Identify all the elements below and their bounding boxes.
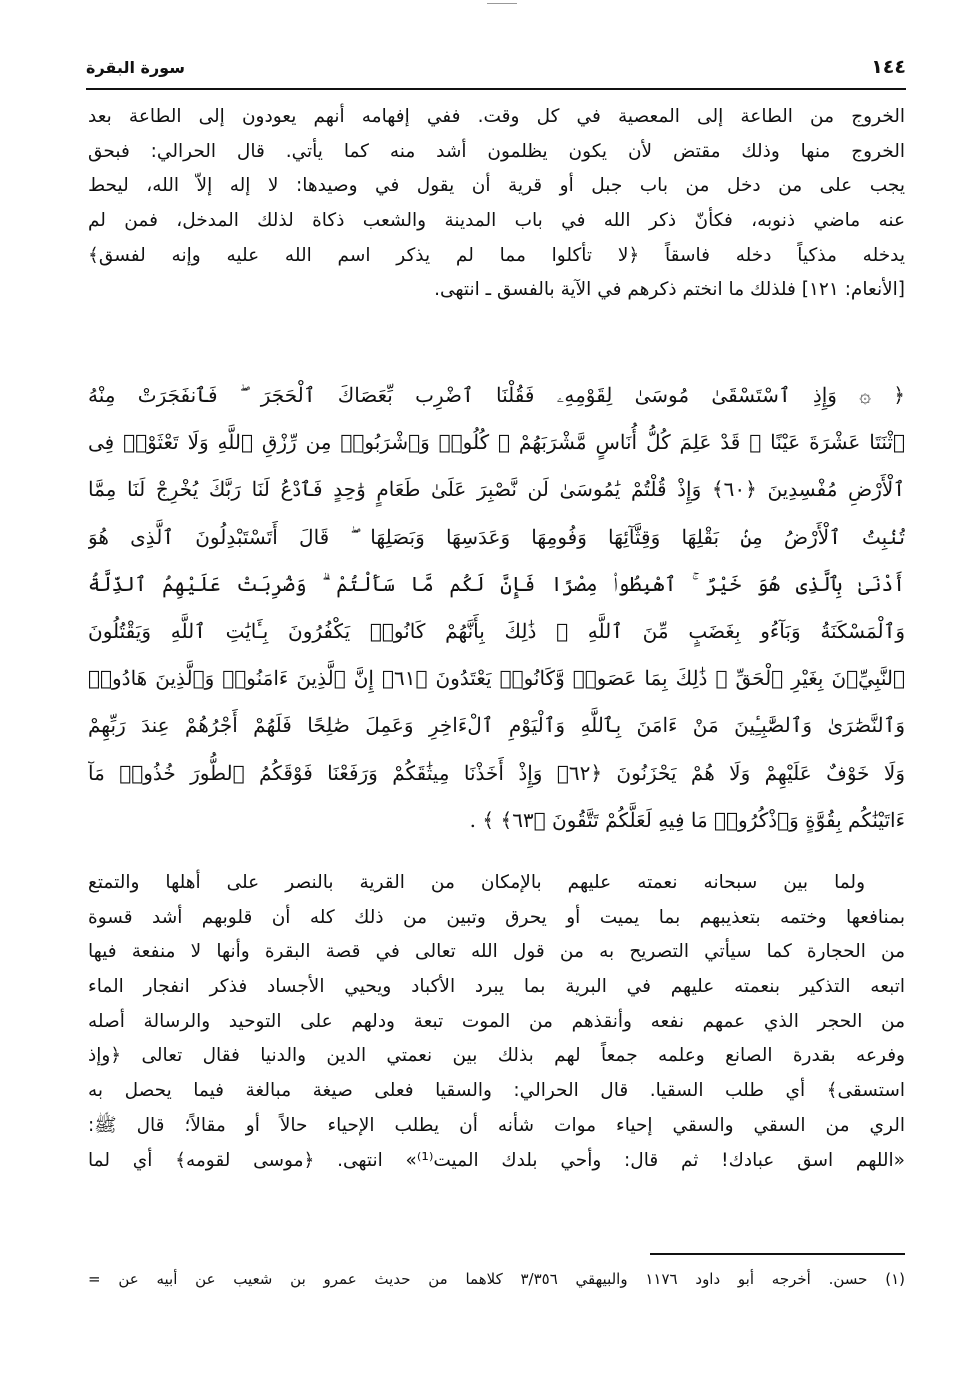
paragraph-2 xyxy=(88,866,905,1178)
quran-verses xyxy=(88,372,905,844)
text-line: الخروج من الطاعة إلى المعصية في كل وقت. ففي إفهامه أنهم يعودون إلى الطاعة بعد xyxy=(88,106,905,127)
text-line: من الحجر الذي عمهم نفعه وأنقذهم من الموت تبعة ودلهم على التوحيد والرسالة أصله xyxy=(88,1010,905,1032)
surah-title: سورة البقرة xyxy=(86,58,185,77)
text-line: استسقى﴾ أي طلب السقيا. قال الحرالي: والسقيا فعلى صيغة مبالغة فيما يحصل به xyxy=(88,1080,905,1102)
verse-line: ﴿ ۞ وَإِذِ ٱسْتَسْقَىٰ مُوسَىٰ لِقَوْمِهِۦ فَقُلْنَا ٱضْرِب بِّعَصَاكَ ٱلْحَجَرَ ۖ فَٱنفَجَرَتْ مِنْهُ xyxy=(88,383,905,407)
text-line: من الحجارة كما سيأتي التصريح به من قول الله تعالى في قصة البقرة وأنها لا منفعة فيها xyxy=(88,941,905,963)
verse-line: وَلَا خَوْفٌ عَلَيْهِمْ وَلَا هُمْ يَحْزَنُونَ ﴿٦٢﴾ وَإِذْ أَخَذْنَا مِيثَٰقَكُمْ وَرَفَعْنَا فَوْقَكُمُ ٱلطُّورَ خُذُوا۟ مَآ xyxy=(88,760,905,785)
verse-line: ٱثْنَتَا عَشْرَةَ عَيْنًا ۖ قَدْ عَلِمَ كُلُّ أُنَاسٍ مَّشْرَبَهُمْ ۖ كُلُوا۟ وَٱشْرَبُوا۟ مِن رِّزْقِ ٱللَّهِ وَلَا تَعْثَوْا۟ فِى xyxy=(88,430,905,455)
verse-line: ٱلنَّبِيِّۦنَ بِغَيْرِ ٱلْحَقِّ ۗ ذَٰلِكَ بِمَا عَصَوا۟ وَّكَانُوا۟ يَعْتَدُونَ ﴿٦١﴾ إِنَّ ٱلَّذِينَ ءَامَنُوا۟ وَٱلَّذِينَ هَادُوا۟ xyxy=(88,666,905,691)
verse-line: أَدْنَىٰ بِٱلَّذِى هُوَ خَيْرٌ ۚ ٱهْبِطُوا۟ مِصْرًا فَإِنَّ لَكُم مَّا سَأَلْتُمْ ۗ وَضُرِبَتْ عَلَيْهِمُ ٱلذِّلَّةُ xyxy=(88,571,905,596)
text-line: اتبعه التذكير بنعمته عليهم في البرية بما يبرد الأكباد ويحيي الأجساد فذكر انفجار الماء xyxy=(88,976,905,998)
footnote: (١) حسن. أخرجه أبو داود ١١٧٦ والبيهقي ٣/٣٥٦ كلاهما من حديث عمرو بن شعيب عن أبيه عن = xyxy=(88,1270,905,1288)
page-header xyxy=(86,52,906,86)
text-line: يجب على من دخل من باب جبل أو قرية أن يقول في وصيدها: لا إله إلاّ الله، ليحط xyxy=(88,175,905,197)
text-line: الخروج منها وذلك مقتض لأن يكون يظلمون أشد منه كما يأتي. قال الحرالي: فبحق xyxy=(88,140,905,162)
text-line: بمنافعها وختمه بتعذيبهم بما يميت أو يحرق وتبين من ذلك كله أن قلوبهم أشد قسوة xyxy=(88,906,905,928)
text-line: ولما بين سبحانه نعمته عليهم بالإمكان من القرية بالنصر على أهلها والتمتع xyxy=(88,872,865,893)
header-rule xyxy=(86,88,906,90)
paragraph-1 xyxy=(88,100,905,308)
footnote-rule xyxy=(650,1253,905,1255)
page-number: ١٤٤ xyxy=(871,56,906,78)
top-mark xyxy=(487,3,517,4)
text-line: «اللهم اسق عبادك! ثم قال: وأحي بلدك الميت⁽¹⁾» انتهى. ﴿موسى لقومه﴾ أي لما xyxy=(88,1149,905,1171)
text-line: الري من السقي والسقي إحياء موات شأنه أن يطلب الإحياء حالاً أو مقالاً؛ قال ﷺ: xyxy=(88,1114,905,1136)
text-line: عنه ماضي ذنوبه، فكأنّ ذكر الله في باب المدينة والشعب ذكاة لذلك المدخل، فمن لم xyxy=(88,210,905,232)
verse-line: وَٱلنَّصَٰرَىٰ وَٱلصَّٰبِـِٔينَ مَنْ ءَامَنَ بِٱللَّهِ وَٱلْيَوْمِ ٱلْءَاخِرِ وَعَمِلَ صَٰلِحًا فَلَهُمْ أَجْرُهُمْ عِندَ رَبِّهِمْ xyxy=(88,713,905,738)
text-line: يدخله مذكياً دخله فاسقاً ﴿لا تأكلوا مما لم يذكر اسم الله عليه وإنه لفسق﴾ xyxy=(88,244,905,266)
verse-line: تُنۢبِتُ ٱلْأَرْضُ مِنۢ بَقْلِهَا وَقِثَّآئِهَا وَفُومِهَا وَعَدَسِهَا وَبَصَلِهَا ۖ قَالَ أَتَسْتَبْدِلُونَ ٱلَّذِى هُوَ xyxy=(88,524,905,549)
verse-line: ٱلْأَرْضِ مُفْسِدِينَ ﴿٦٠﴾ وَإِذْ قُلْتُمْ يَٰمُوسَىٰ لَن نَّصْبِرَ عَلَىٰ طَعَامٍ وَٰحِدٍ فَٱدْعُ لَنَا رَبَّكَ يُخْرِجْ لَنَا مِمَّا xyxy=(88,477,905,502)
verse-line: وَٱلْمَسْكَنَةُ وَبَآءُو بِغَضَبٍ مِّنَ ٱللَّهِ ۗ ذَٰلِكَ بِأَنَّهُمْ كَانُوا۟ يَكْفُرُونَ بِـَٔايَٰتِ ٱللَّهِ وَيَقْتُلُونَ xyxy=(88,618,905,643)
text-line: [الأنعام: ١٢١] فلذلك ما انختم ذكرهم في الآية بالفسق ـ انتهى. xyxy=(434,279,905,301)
verse-line: ءَاتَيْنَٰكُم بِقُوَّةٍ وَٱذْكُرُوا۟ مَا فِيهِ لَعَلَّكُمْ تَتَّقُونَ ﴿٦٣﴾ ﴾ . xyxy=(469,807,905,832)
text-line: وفرعه بقدرة الصانع وعلمه جمعاً لهم بذلك بين نعمتي الدين والدنيا فقال تعالى ﴿وإذ xyxy=(88,1045,905,1067)
